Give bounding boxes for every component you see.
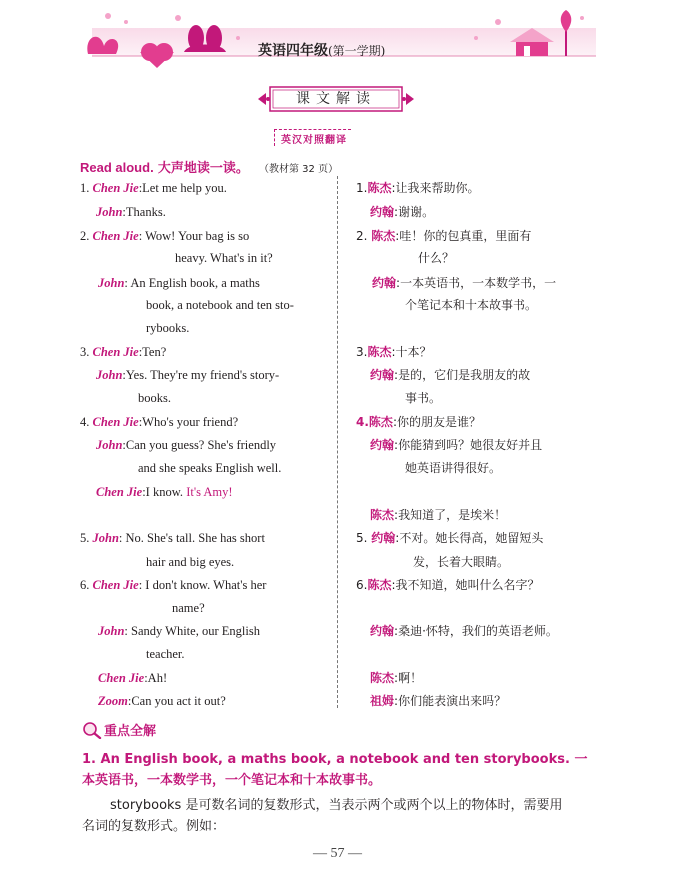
line-text: Ah! (147, 671, 168, 685)
line-text: 什么？ (418, 251, 455, 265)
speaker-name: 约翰 (370, 438, 395, 452)
explanation-line: 名词的复数形式。例如： (82, 819, 226, 834)
line-text: 她英语讲得很好。 (405, 461, 502, 475)
dialogue-line: 6.陈杰:我不知道，她叫什么名字？ (356, 578, 540, 592)
speaker-name: Chen Jie (92, 181, 139, 195)
speaker-name: John (98, 624, 125, 638)
dialogue-line: 陈杰:我知道了，是埃米！ (370, 508, 507, 522)
highlight-text: It's Amy! (186, 485, 233, 499)
speaker-name: Zoom (98, 694, 128, 708)
translation-tag: 英汉对照翻译 (274, 129, 351, 146)
page-number: — 57 — (313, 846, 362, 861)
speaker-name: 约翰 (370, 624, 395, 638)
line-text: 是的，它们是我朋友的故 (398, 368, 531, 382)
line-text: name? (172, 601, 205, 615)
speaker-name: 陈杰 (368, 415, 393, 429)
speaker-name: 陈杰 (367, 578, 392, 592)
dialogue-line: 约翰:是的，它们是我朋友的故 (370, 368, 531, 382)
dialogue-line: 5. John: No. She's tall. She has short (80, 531, 265, 545)
header-banner (78, 8, 596, 70)
speaker-name: 陈杰 (370, 671, 395, 685)
speaker-name: 约翰 (372, 276, 397, 290)
dialogue-line: John:Thanks. (96, 205, 166, 219)
line-text: Let me help you. (142, 181, 227, 195)
line-text: rybooks. (146, 321, 190, 335)
speaker-name: 陈杰 (371, 229, 396, 243)
line-text: No. She's tall. She has short (125, 531, 265, 545)
dialogue-line: 约翰:谢谢。 (370, 205, 435, 219)
speaker-name: Chen Jie (92, 578, 139, 592)
speaker-name: 陈杰 (370, 508, 395, 522)
book-title-text: 英语四年级 (258, 43, 328, 59)
line-number: 3. (80, 345, 90, 359)
line-text: book, a notebook and ten sto- (146, 298, 294, 312)
dialogue-line (138, 390, 171, 406)
line-text: 个笔记本和十本故事书。 (405, 298, 538, 312)
line-number: 1. (80, 181, 90, 195)
line-text: 我知道了，是埃米！ (398, 508, 507, 522)
section-title: 课文解读 (296, 91, 376, 107)
line-text: I don't know. What's her (145, 578, 267, 592)
line-text: 哇！你的包真重，里面有 (399, 229, 532, 243)
dialogue-line: 2. Chen Jie: Wow! Your bag is so (80, 229, 250, 243)
key-point-explanation (82, 795, 597, 837)
line-text: Ten? (142, 345, 167, 359)
speaker-name: Chen Jie (98, 671, 145, 685)
line-text: 你们能表演出来吗？ (398, 694, 507, 708)
instruction-chinese: 大声地读一读。 (157, 161, 249, 176)
line-text: I know. (145, 485, 184, 499)
speaker-name: 约翰 (370, 205, 395, 219)
speaker-name: Chen Jie (92, 415, 139, 429)
speaker-name: 约翰 (370, 368, 395, 382)
line-number: 5. (356, 531, 368, 545)
line-number: 5. (80, 531, 90, 545)
line-text: Thanks. (125, 205, 166, 219)
line-text: 我不知道，她叫什么名字？ (395, 578, 540, 592)
line-text: 发，长着大眼睛。 (413, 555, 510, 569)
speaker-name: John (98, 276, 125, 290)
line-text: 让我来帮助你。 (395, 181, 480, 195)
speaker-name: John (96, 438, 123, 452)
dialogue-line: 约翰:一本英语书，一本数学书，一 (372, 276, 557, 290)
line-text: 事书。 (405, 391, 442, 405)
dialogue-line (172, 600, 205, 616)
dialogue-line (138, 460, 281, 476)
dialogue-line (405, 297, 537, 313)
dialogue-line: 祖姆:你们能表演出来吗？ (370, 694, 507, 708)
textbook-reference: （教材第 32 页） (258, 164, 339, 175)
dialogue-line: John:Can you guess? She's friendly (96, 438, 277, 452)
line-text: Sandy White, our English (131, 624, 260, 638)
line-text: Can you guess? She's friendly (125, 438, 277, 452)
dialogue-line (405, 390, 441, 406)
line-number: 4. (356, 415, 369, 429)
key-point-1: 1. An English book, a maths book, a notebook and ten storybooks. 一本英语书，一本数学书，一个笔记本和十本故事书。 (82, 752, 588, 788)
dialogue-line: 陈杰:啊！ (370, 671, 423, 685)
line-number: 4. (80, 415, 90, 429)
dialogue-line: 3.陈杰:十本？ (356, 345, 432, 359)
speaker-name: Chen Jie (92, 229, 139, 243)
dialogue-line: John:Yes. They're my friend's story- (96, 368, 280, 382)
line-text: hair and big eyes. (146, 555, 235, 569)
book-title (258, 40, 385, 60)
line-text: An English book, a maths (130, 276, 260, 290)
dialogue-line (146, 554, 234, 570)
line-text: and she speaks English well. (138, 461, 282, 475)
banner-decoration (78, 8, 596, 70)
dialogue-line (146, 646, 185, 662)
key-points-title: 重点全解 (104, 724, 157, 739)
speaker-name: 陈杰 (367, 181, 392, 195)
line-text: 你能猜到吗？她很友好并且 (398, 438, 543, 452)
speaker-name: Chen Jie (92, 345, 139, 359)
speaker-name: 祖姆 (370, 694, 395, 708)
line-text: 桑迪·怀特，我们的英语老师。 (398, 624, 558, 638)
speaker-name: John (96, 368, 123, 382)
volume-text: (第一学期) (328, 44, 386, 58)
dialogue-line (405, 460, 501, 476)
line-text: 十本？ (395, 345, 432, 359)
dialogue-line: Chen Jie:Ah! (98, 671, 168, 685)
line-text: heavy. What's in it? (175, 251, 273, 265)
magnifier-icon (82, 721, 102, 743)
key-points-heading (82, 720, 156, 743)
line-text: books. (138, 391, 171, 405)
column-divider (337, 176, 338, 708)
line-text: 一本英语书，一本数学书，一 (400, 276, 557, 290)
line-text: 啊！ (398, 671, 423, 685)
line-number: 2. (80, 229, 90, 243)
dialogue-line: John: An English book, a maths (98, 276, 260, 290)
dialogue-line: Zoom:Can you act it out? (98, 694, 226, 708)
dialogue-line: 1.陈杰:让我来帮助你。 (356, 181, 480, 195)
speaker-name: John (96, 205, 123, 219)
line-number: 6. (80, 578, 90, 592)
dialogue-line: 约翰:你能猜到吗？她很友好并且 (370, 438, 543, 452)
line-text: Yes. They're my friend's story- (125, 368, 280, 382)
speaker-name: 陈杰 (367, 345, 392, 359)
line-number: 2. (356, 229, 368, 243)
speaker-name: 约翰 (371, 531, 396, 545)
line-number: 1. (356, 181, 368, 195)
dialogue-line (146, 320, 189, 336)
dialogue-line: 2. 陈杰:哇！你的包真重，里面有 (356, 229, 532, 243)
dialogue-line: 约翰:桑迪·怀特，我们的英语老师。 (370, 624, 558, 638)
dialogue-line: Chen Jie:I know. It's Amy! (96, 485, 233, 499)
dialogue-line (418, 250, 454, 266)
speaker-name: Chen Jie (96, 485, 143, 499)
dialogue-line: 3. Chen Jie:Ten? (80, 345, 167, 359)
line-number: 6. (356, 578, 368, 592)
dialogue-line: 5. 约翰:不对。她长得高，她留短头 (356, 531, 544, 545)
line-number: 3. (356, 345, 368, 359)
dialogue-line (146, 297, 294, 313)
instruction-english: Read aloud. (80, 160, 154, 175)
line-text: Can you act it out? (131, 694, 226, 708)
dialogue-line (413, 554, 509, 570)
dialogue-line: 4.陈杰:你的朋友是谁？ (356, 415, 481, 429)
line-text: 谢谢。 (398, 205, 435, 219)
speaker-name: John (92, 531, 119, 545)
line-text: 你的朋友是谁？ (396, 415, 481, 429)
line-text: teacher. (146, 647, 185, 661)
line-text: Wow! Your bag is so (145, 229, 250, 243)
line-text: Who's your friend? (142, 415, 239, 429)
dialogue-line (175, 250, 273, 266)
explanation-line: storybooks 是可数名词的复数形式，当表示两个或两个以上的物体时，需要用 (110, 798, 563, 813)
dialogue-line: 4. Chen Jie:Who's your friend? (80, 415, 239, 429)
dialogue-line: John: Sandy White, our English (98, 624, 260, 638)
section-title-box (256, 84, 416, 114)
instruction (80, 157, 338, 176)
dialogue-line: 1. Chen Jie:Let me help you. (80, 181, 227, 195)
line-text: 不对。她长得高，她留短头 (399, 531, 544, 545)
dialogue-line: 6. Chen Jie: I don't know. What's her (80, 578, 267, 592)
